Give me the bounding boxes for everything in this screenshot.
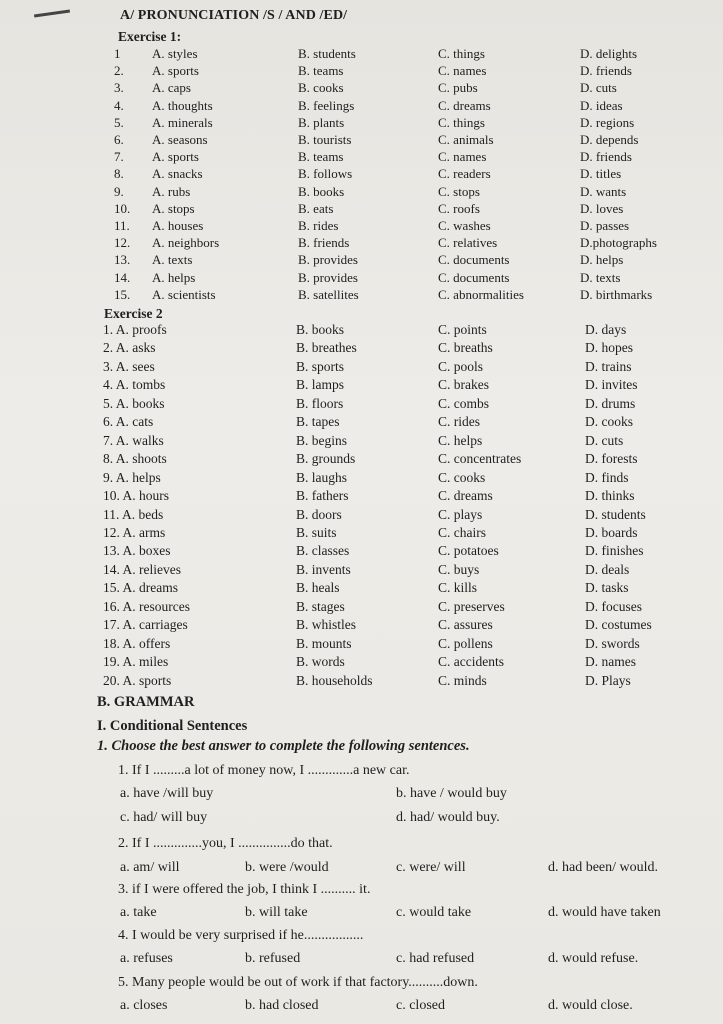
question-text: 4. I would be very surprised if he.................: [118, 928, 364, 943]
section-title: I. Conditional Sentences: [97, 718, 248, 734]
answer-option: d. would refuse.: [548, 951, 639, 966]
answer-option: d. would have taken: [548, 905, 661, 920]
pronunciation-title: A/ PRONUNCIATION /S / AND /ED/: [120, 8, 348, 23]
option-d: D. friends: [580, 63, 632, 79]
option-b: B. provides: [298, 269, 358, 285]
option-a: 11. A. beds: [103, 506, 164, 522]
option-d: D. cuts: [585, 432, 624, 448]
option-d: D. birthmarks: [580, 286, 653, 302]
question-text: 1. If I .........a lot of money now, I .............a new car.: [118, 763, 410, 778]
item-number: 15.: [114, 286, 131, 302]
exercise2-row: [0, 599, 723, 617]
option-a: A. sports: [152, 63, 199, 79]
option-c: C. brakes: [438, 377, 489, 393]
option-b: B. plants: [298, 114, 345, 130]
option-a: A. houses: [152, 218, 204, 233]
option-c: C. kills: [438, 580, 478, 596]
option-a: 5. A. books: [103, 395, 165, 411]
item-number: 1: [114, 46, 121, 61]
option-c: C. breaths: [438, 340, 493, 356]
option-a: A. texts: [152, 252, 193, 268]
exercise1-row: [0, 287, 723, 305]
option-d: D. forests: [585, 451, 638, 467]
option-c: C. cooks: [438, 469, 486, 485]
exercise2-row: [0, 322, 723, 340]
option-a: A. styles: [152, 46, 198, 61]
option-c: C. points: [438, 322, 487, 337]
exercise2-row: [0, 488, 723, 506]
option-a: A. helps: [152, 269, 196, 285]
option-b: B. tourists: [298, 132, 352, 147]
option-b: B. cooks: [298, 80, 344, 96]
option-b: B. follows: [298, 166, 353, 182]
option-a: A. sports: [152, 149, 199, 165]
item-number: 14.: [114, 269, 131, 285]
exercise1-row: [0, 252, 723, 270]
option-a: A. minerals: [152, 114, 213, 130]
option-d: D. ideas: [580, 97, 623, 113]
option-b: B. grounds: [296, 451, 356, 467]
option-b: B. provides: [298, 252, 358, 268]
exercise1-row: [0, 270, 723, 288]
option-b: B. begins: [296, 432, 348, 448]
option-b: B. laughs: [296, 469, 348, 485]
item-number: 3.: [114, 80, 124, 96]
option-d: D. drums: [585, 395, 636, 411]
exercise1-row: [0, 132, 723, 150]
exercise2-row: [0, 543, 723, 561]
option-c: C. buys: [438, 561, 480, 577]
option-a: 2. A. asks: [103, 340, 156, 356]
exercise2-row: [0, 673, 723, 691]
option-b: B. households: [296, 672, 373, 688]
option-a: A. snacks: [152, 166, 203, 182]
option-c: C. abnormalities: [438, 286, 524, 302]
option-a: A. scientists: [152, 286, 216, 302]
answer-option: c. were/ will: [396, 860, 466, 875]
option-c: C. dreams: [438, 488, 493, 504]
option-a: 18. A. offers: [103, 635, 171, 651]
exercise2-row: [0, 396, 723, 414]
item-number: 7.: [114, 149, 124, 165]
item-number: 13.: [114, 252, 131, 268]
exercise2-row: [0, 340, 723, 358]
option-c: C. assures: [438, 617, 493, 633]
option-d: D. finds: [585, 469, 629, 485]
answer-option: a. closes: [120, 998, 168, 1013]
option-b: B. teams: [298, 63, 344, 79]
option-d: D. friends: [580, 149, 632, 165]
option-c: C. pubs: [438, 80, 478, 96]
option-d: D. names: [585, 654, 636, 670]
option-b: B. words: [296, 654, 345, 670]
option-b: B. invents: [296, 561, 351, 577]
option-a: 17. A. carriages: [103, 617, 188, 633]
option-d: D. loves: [580, 200, 624, 216]
option-d: D. students: [585, 506, 646, 522]
option-b: B. heals: [296, 580, 340, 596]
option-c: C. documents: [438, 252, 510, 268]
option-d: D. helps: [580, 252, 624, 268]
option-c: C. animals: [438, 132, 494, 147]
exercise1-row: [0, 46, 723, 64]
answer-option: b. had closed: [245, 998, 319, 1013]
exercise1-row: [0, 63, 723, 81]
option-d: D. hopes: [585, 340, 633, 356]
option-b: B. classes: [296, 543, 350, 559]
option-d: D. focuses: [585, 598, 642, 614]
exercise2-row: [0, 470, 723, 488]
option-b: B. stages: [296, 598, 345, 614]
item-number: 9.: [114, 183, 124, 199]
answer-option: a. have /will buy: [120, 786, 214, 801]
option-c: C. concentrates: [438, 451, 522, 467]
option-c: C. chairs: [438, 524, 486, 540]
item-number: 6.: [114, 132, 124, 147]
answer-option: b. will take: [245, 905, 308, 920]
option-a: 12. A. arms: [103, 524, 166, 540]
item-number: 4.: [114, 97, 124, 113]
option-a: 9. A. helps: [103, 469, 161, 485]
option-a: 8. A. shoots: [103, 451, 167, 467]
option-a: 16. A. resources: [103, 598, 190, 614]
option-d: D. trains: [585, 358, 632, 374]
answer-option: d. would close.: [548, 998, 633, 1013]
option-c: C. minds: [438, 672, 487, 688]
exercise2-row: [0, 451, 723, 469]
exercise1-row: [0, 98, 723, 116]
option-a: 4. A. tombs: [103, 377, 166, 393]
answer-option: b. were /would: [245, 860, 329, 875]
option-a: 15. A. dreams: [103, 580, 178, 596]
exercise1-row: [0, 235, 723, 253]
option-c: C. combs: [438, 395, 490, 411]
option-c: C. potatoes: [438, 543, 499, 559]
exercise2-row: [0, 580, 723, 598]
option-c: C. things: [438, 46, 485, 61]
answer-option: a. take: [120, 905, 157, 920]
exercise2-row: [0, 414, 723, 432]
exercise2-heading: Exercise 2: [104, 306, 163, 321]
option-d: D. costumes: [585, 617, 652, 633]
option-a: 1. A. proofs: [103, 322, 167, 337]
option-b: B. sports: [296, 358, 345, 374]
option-b: B. breathes: [296, 340, 357, 356]
option-d: D. cooks: [585, 414, 633, 430]
option-d: D. invites: [585, 377, 638, 393]
item-number: 2.: [114, 63, 124, 79]
answer-option: b. have / would buy: [396, 786, 507, 801]
item-number: 12.: [114, 235, 131, 251]
answer-option: c. had refused: [396, 951, 475, 966]
answer-option: d. had/ would buy.: [396, 810, 500, 825]
option-b: B. books: [298, 183, 345, 199]
exercise1-row: [0, 218, 723, 236]
question-text: 5. Many people would be out of work if that factory..........down.: [118, 975, 478, 990]
option-c: C. washes: [438, 218, 491, 233]
option-b: B. floors: [296, 395, 344, 411]
instruction: 1. Choose the best answer to complete the following sentences.: [97, 738, 470, 754]
option-d: D. Plays: [585, 672, 631, 688]
option-d: D. passes: [580, 218, 630, 233]
question-text: 3. if I were offered the job, I think I .......... it.: [118, 882, 371, 897]
option-c: C. accidents: [438, 654, 504, 670]
option-a: 20. A. sports: [103, 672, 172, 688]
answer-option: c. would take: [396, 905, 472, 920]
option-d: D. depends: [580, 132, 639, 147]
exercise1-row: [0, 80, 723, 98]
option-c: C. readers: [438, 166, 491, 182]
option-c: C. roofs: [438, 200, 480, 216]
option-b: B. tapes: [296, 414, 340, 430]
option-d: D. tasks: [585, 580, 629, 596]
exercise1-row: [0, 201, 723, 219]
option-d: D. boards: [585, 524, 638, 540]
exercise1-row: [0, 166, 723, 184]
option-b: B. friends: [298, 235, 350, 251]
option-a: 3. A. sees: [103, 358, 155, 374]
item-number: 5.: [114, 114, 124, 130]
option-d: D. texts: [580, 269, 621, 285]
option-c: C. rides: [438, 414, 480, 430]
option-d: D. finishes: [585, 543, 644, 559]
option-b: B. satellites: [298, 286, 359, 302]
item-number: 10.: [114, 200, 131, 216]
option-a: 14. A. relieves: [103, 561, 181, 577]
option-d: D. thinks: [585, 488, 635, 504]
option-a: A. rubs: [152, 183, 191, 199]
option-d: D. wants: [580, 183, 627, 199]
exercise2-row: [0, 377, 723, 395]
option-b: B. students: [298, 46, 356, 61]
exercise2-row: [0, 636, 723, 654]
option-b: B. lamps: [296, 377, 345, 393]
option-b: B. whistles: [296, 617, 357, 633]
exercise2-row: [0, 654, 723, 672]
option-d: D. regions: [580, 114, 635, 130]
option-d: D. cuts: [580, 80, 617, 96]
option-c: C. preserves: [438, 598, 505, 614]
option-c: C. stops: [438, 183, 480, 199]
option-d: D. delights: [580, 46, 638, 61]
option-c: C. things: [438, 114, 485, 130]
option-b: B. mounts: [296, 635, 352, 651]
option-c: C. names: [438, 149, 487, 165]
answer-option: c. closed: [396, 998, 445, 1013]
exercise2-row: [0, 359, 723, 377]
option-d: D. days: [585, 322, 627, 337]
question-text: 2. If I ..............you, I ...............do that.: [118, 836, 333, 851]
option-c: C. dreams: [438, 97, 491, 113]
option-c: C. relatives: [438, 235, 498, 251]
exercise2-row: [0, 507, 723, 525]
option-d: D. swords: [585, 635, 640, 651]
option-c: C. helps: [438, 432, 483, 448]
answer-option: b. refused: [245, 951, 301, 966]
answer-option: c. had/ will buy: [120, 810, 208, 825]
option-c: C. documents: [438, 269, 510, 285]
exercise1-row: [0, 115, 723, 133]
exercise2-row: [0, 433, 723, 451]
option-c: C. pools: [438, 358, 484, 374]
answer-option: a. am/ will: [120, 860, 180, 875]
exercise2-row: [0, 617, 723, 635]
answer-option: a. refuses: [120, 951, 173, 966]
option-a: A. stops: [152, 200, 195, 216]
grammar-title: B. GRAMMAR: [97, 694, 195, 710]
option-c: C. pollens: [438, 635, 493, 651]
exercise1-row: [0, 184, 723, 202]
option-d: D.photographs: [580, 235, 657, 251]
option-b: B. feelings: [298, 97, 355, 113]
option-b: B. teams: [298, 149, 344, 165]
exercise1-heading: Exercise 1:: [118, 29, 182, 44]
option-b: B. books: [296, 322, 345, 337]
option-a: A. caps: [152, 80, 191, 96]
option-c: C. names: [438, 63, 487, 79]
option-a: 19. A. miles: [103, 654, 169, 670]
option-a: 7. A. walks: [103, 432, 164, 448]
item-number: 8.: [114, 166, 124, 182]
option-c: C. plays: [438, 506, 483, 522]
option-a: 13. A. boxes: [103, 543, 171, 559]
exercise1-row: [0, 149, 723, 167]
pen-mark: [34, 10, 70, 18]
option-d: D. titles: [580, 166, 622, 182]
option-b: B. doors: [296, 506, 342, 522]
option-a: A. seasons: [152, 132, 208, 147]
option-b: B. rides: [298, 218, 339, 233]
exercise2-row: [0, 562, 723, 580]
option-a: 10. A. hours: [103, 488, 170, 504]
option-a: 6. A. cats: [103, 414, 154, 430]
option-a: A. thoughts: [152, 97, 213, 113]
option-a: A. neighbors: [152, 235, 220, 251]
answer-option: d. had been/ would.: [548, 860, 659, 875]
option-b: B. eats: [298, 200, 334, 216]
option-b: B. suits: [296, 524, 337, 540]
option-d: D. deals: [585, 561, 630, 577]
item-number: 11.: [114, 218, 130, 233]
exercise2-row: [0, 525, 723, 543]
option-b: B. fathers: [296, 488, 349, 504]
